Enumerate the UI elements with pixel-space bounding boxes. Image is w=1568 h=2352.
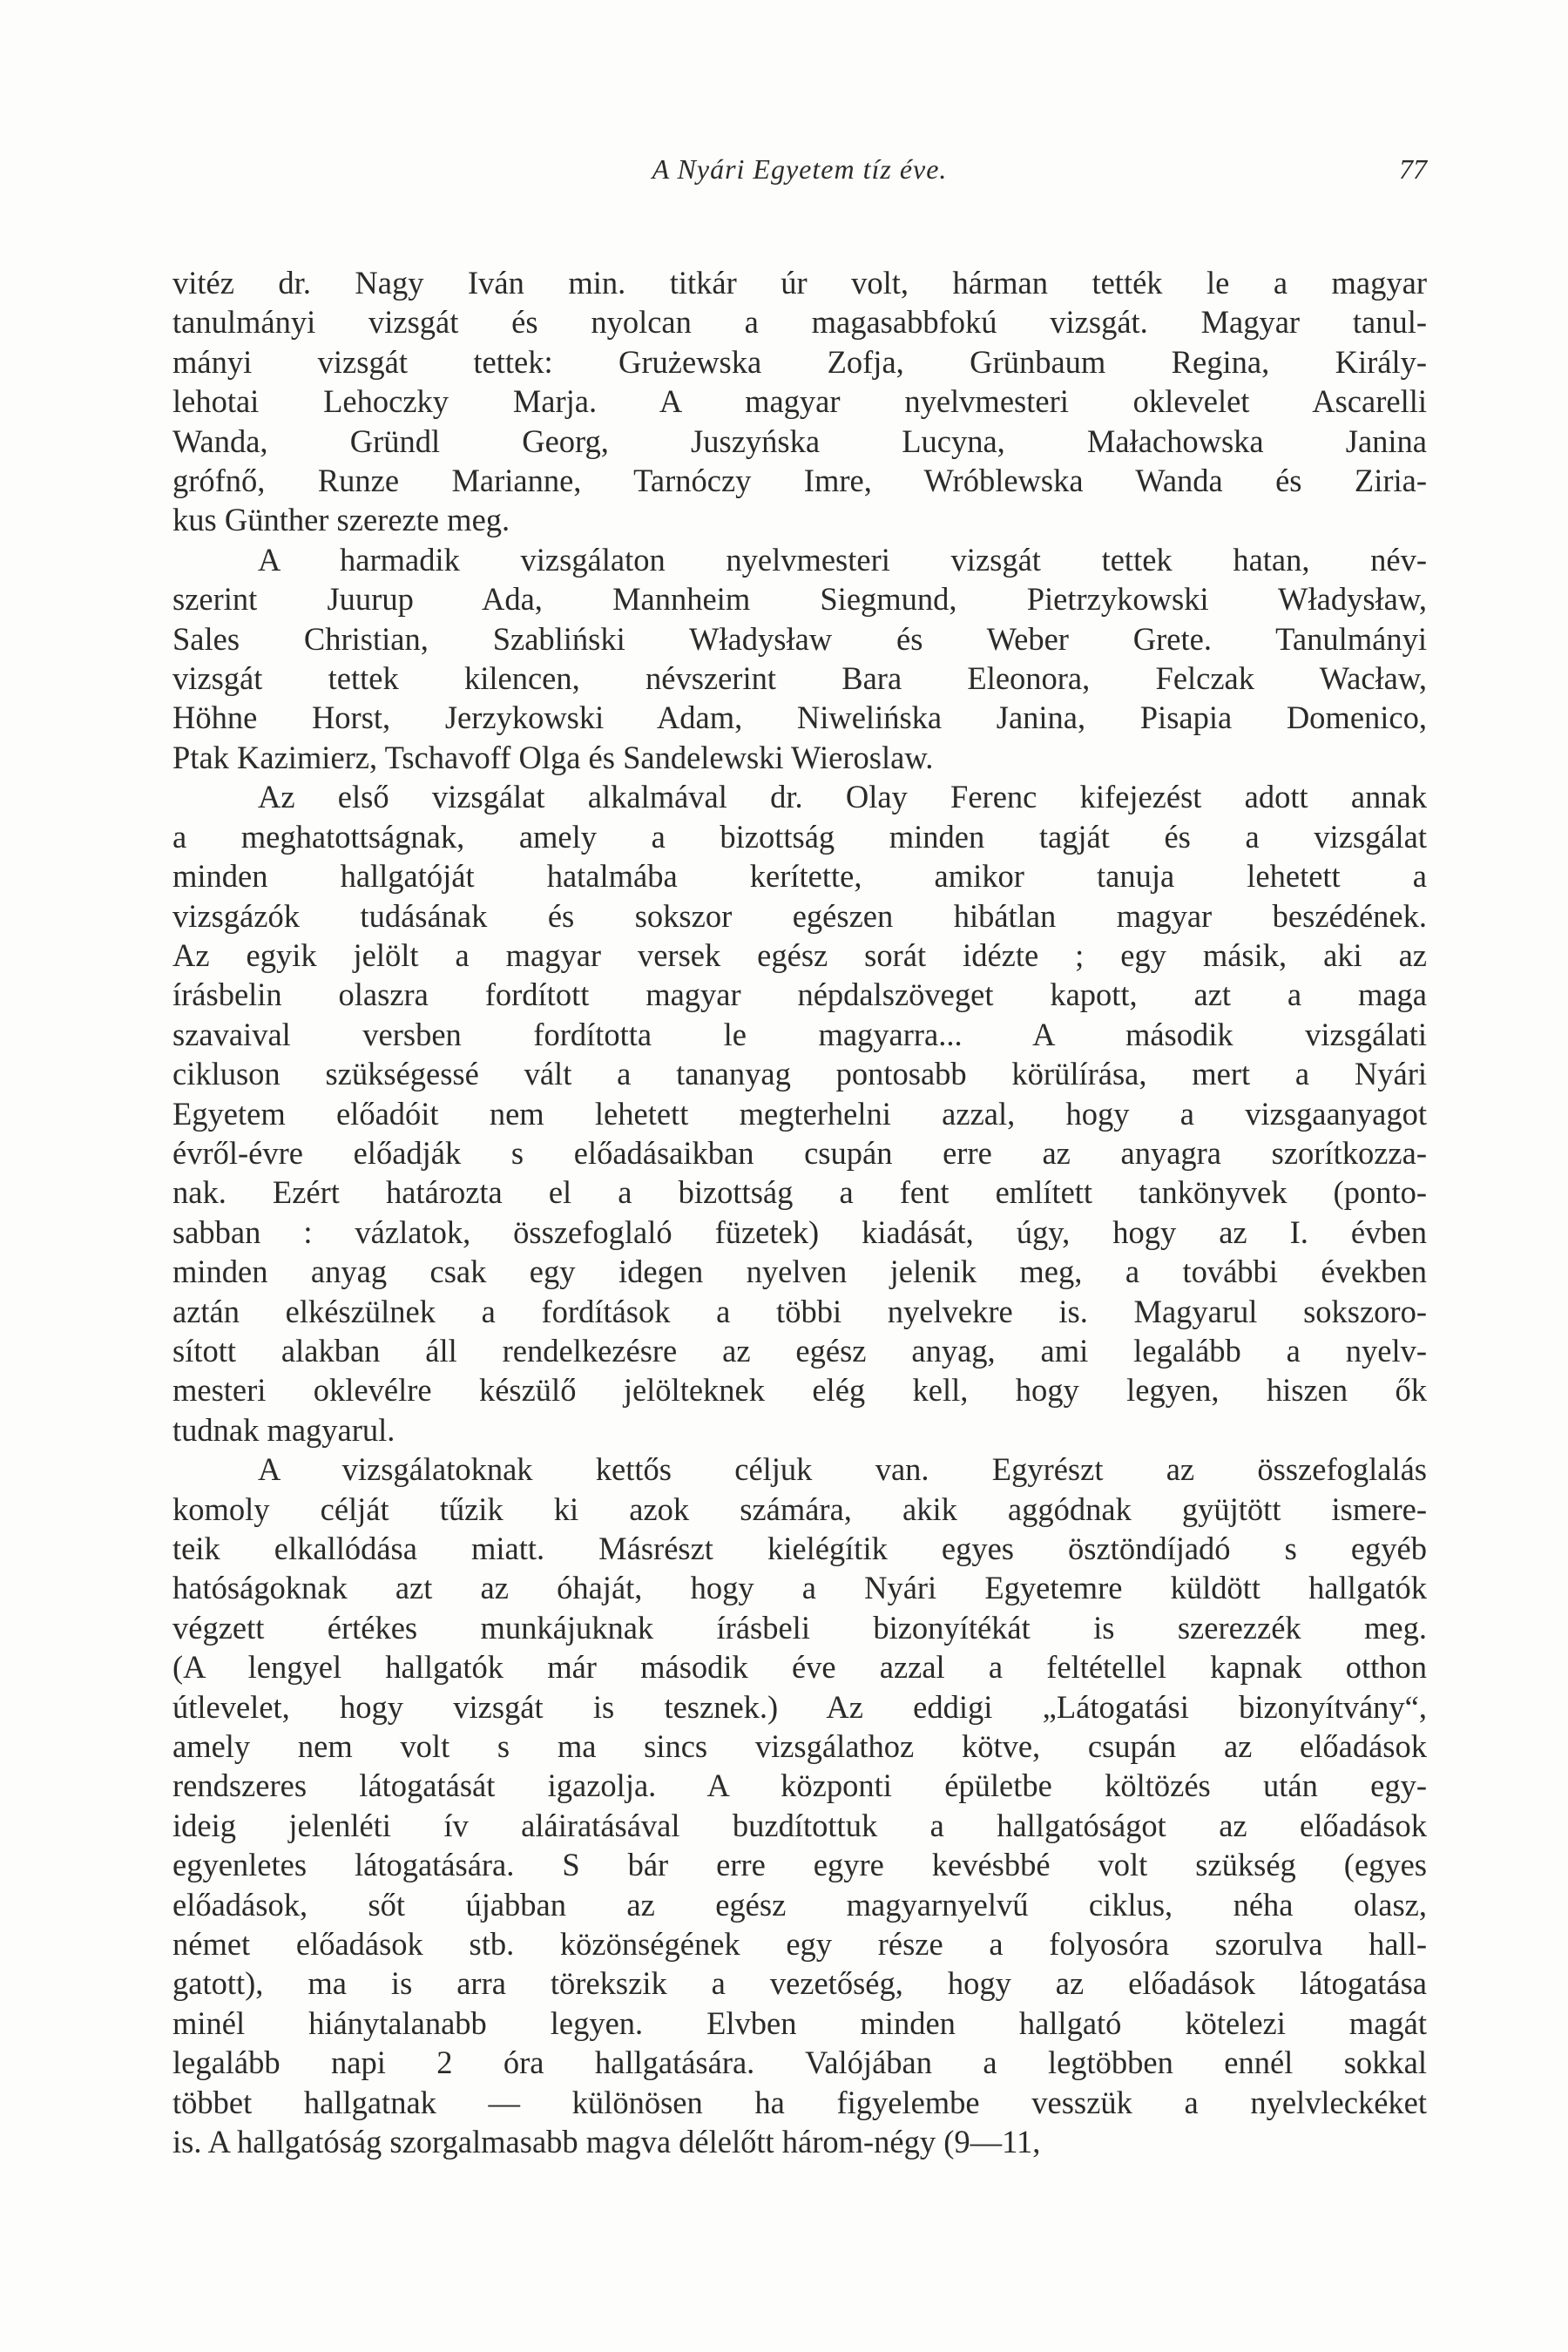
text-line: egyenletes látogatására. S bár erre egyre kevésbbé volt szükség (egyes — [172, 1847, 1427, 1883]
text-line: írásbelin olaszra fordított magyar népdalszöveget kapott, azt a maga — [172, 977, 1427, 1013]
text-line: előadások, sőt újabban az egész magyarnyelvű ciklus, néha olasz, — [172, 1886, 1427, 1923]
text-line: többet hallgatnak — különösen ha figyelembe vesszük a nyelvleckéket — [172, 2084, 1427, 2120]
text-line: kus Günther szerezte meg. — [172, 502, 510, 538]
text-line: teik elkallódása miatt. Másrészt kielégítik egyes ösztöndíjadó s egyéb — [172, 1531, 1427, 1566]
text-line: cikluson szükségessé vált a tananyag pontosabb körülírása, mert a Nyári — [172, 1056, 1427, 1092]
text-line: komoly célját tűzik ki azok számára, akik aggódnak gyüjtött ismere- — [172, 1490, 1427, 1527]
paragraph — [172, 1450, 1427, 2161]
text-line: rendszeres látogatását igazolja. A központi épületbe költözés után egy- — [172, 1767, 1427, 1804]
text-line: Wanda, Gründl Georg, Juszyńska Lucyna, Małachowska Janina — [172, 422, 1427, 459]
text-line: évről-évre előadják s előadásaikban csupán erre az anyagra szorítkozza- — [172, 1134, 1427, 1171]
paragraph — [172, 540, 1427, 777]
text-line: tudnak magyarul. — [172, 1411, 395, 1448]
text-line: gatott), ma is arra törekszik a vezetőség, hogy az előadások látogatása — [172, 1965, 1427, 2002]
text-line: vitéz dr. Nagy Iván min. titkár úr volt, hárman tették le a magyar — [172, 265, 1427, 301]
text-line: Az egyik jelölt a magyar versek egész sorát idézte ; egy másik, aki az — [172, 936, 1427, 973]
body-text — [172, 263, 1427, 2162]
text-line: mányi vizsgát tettek: Grużewska Zofja, Grünbaum Regina, Király- — [172, 343, 1427, 380]
text-line: ideig jelenléti ív aláiratásával buzdítottuk a hallgatóságot az előadások — [172, 1807, 1427, 1843]
running-head — [172, 153, 1427, 188]
text-line: amely nem volt s ma sincs vizsgálathoz kötve, csupán az előadások — [172, 1728, 1427, 1765]
text-line: Az első vizsgálat alkalmával dr. Olay Ferenc kifejezést adott annak — [258, 779, 1427, 815]
text-line: tanulmányi vizsgát és nyolcan a magasabbfokú vizsgát. Magyar tanul- — [172, 304, 1427, 341]
text-line: Höhne Horst, Jerzykowski Adam, Niwelińska Janina, Pisapia Domenico, — [172, 700, 1427, 736]
text-line: a meghatottságnak, amely a bizottság minden tagját és a vizsgálat — [172, 818, 1427, 855]
text-line: vizsgát tettek kilencen, névszerint Bara Eleonora, Felczak Wacław, — [172, 660, 1427, 697]
text-line: Ptak Kazimierz, Tschavoff Olga és Sandelewski Wieroslaw. — [172, 739, 934, 775]
text-line: aztán elkészülnek a fordítások a többi nyelvekre is. Magyarul sokszoro- — [172, 1293, 1427, 1329]
text-line: lehotai Lehoczky Marja. A magyar nyelvmesteri oklevelet Ascarelli — [172, 383, 1427, 420]
text-line: végzett értékes munkájuknak írásbeli bizonyítékát is szerezzék meg. — [172, 1609, 1427, 1646]
page-number: 77 — [1399, 153, 1427, 185]
text-line: nak. Ezért határozta el a bizottság a fent említett tankönyvek (ponto- — [172, 1174, 1427, 1211]
text-line: útlevelet, hogy vizsgát is tesznek.) Az eddigi „Látogatási bizonyítvány“, — [172, 1688, 1427, 1725]
text-line: minél hiánytalanabb legyen. Elvben minden hallgató kötelezi magát — [172, 2004, 1427, 2041]
text-line: hatóságoknak azt az óhaját, hogy a Nyári Egyetemre küldött hallgatók — [172, 1570, 1427, 1606]
paragraph — [172, 263, 1427, 540]
paragraph — [172, 777, 1427, 1450]
text-line: (A lengyel hallgatók már második éve azzal a feltétellel kapnak otthon — [172, 1649, 1427, 1686]
text-line: szerint Juurup Ada, Mannheim Siegmund, Pietrzykowski Władysław, — [172, 581, 1427, 618]
text-line: vizsgázók tudásának és sokszor egészen hibátlan magyar beszédének. — [172, 897, 1427, 934]
text-line: német előadások stb. közönségének egy része a folyosóra szorulva hall- — [172, 1926, 1427, 1963]
running-title: A Nyári Egyetem tíz éve. — [652, 153, 948, 185]
text-line: legalább napi 2 óra hallgatására. Valójában a legtöbben ennél sokkal — [172, 2044, 1427, 2081]
text-line: is. A hallgatóság szorgalmasabb magva délelőtt három-négy (9—11, — [172, 2124, 1041, 2160]
text-line: sított alakban áll rendelkezésre az egész anyag, ami legalább a nyelv- — [172, 1332, 1427, 1369]
text-line: A harmadik vizsgálaton nyelvmesteri vizsgát tettek hatan, név- — [258, 541, 1427, 578]
text-line: Egyetem előadóit nem lehetett megterhelni azzal, hogy a vizsgaanyagot — [172, 1095, 1427, 1132]
text-line: szavaival versben fordította le magyarra... A második vizsgálati — [172, 1016, 1427, 1052]
text-line: sabban : vázlatok, összefoglaló füzetek) kiadását, úgy, hogy az I. évben — [172, 1213, 1427, 1250]
text-line: A vizsgálatoknak kettős céljuk van. Egyrészt az összefoglalás — [258, 1451, 1427, 1488]
text-line: Sales Christian, Szabliński Władysław és Weber Grete. Tanulmányi — [172, 620, 1427, 657]
text-line: mesteri oklevélre készülő jelölteknek elég kell, hogy legyen, hiszen ők — [172, 1372, 1427, 1409]
text-line: minden hallgatóját hatalmába kerítette, amikor tanuja lehetett a — [172, 858, 1427, 895]
text-line: grófnő, Runze Marianne, Tarnóczy Imre, Wróblewska Wanda és Ziria- — [172, 463, 1427, 499]
text-line: minden anyag csak egy idegen nyelven jelenik meg, a további években — [172, 1254, 1427, 1290]
